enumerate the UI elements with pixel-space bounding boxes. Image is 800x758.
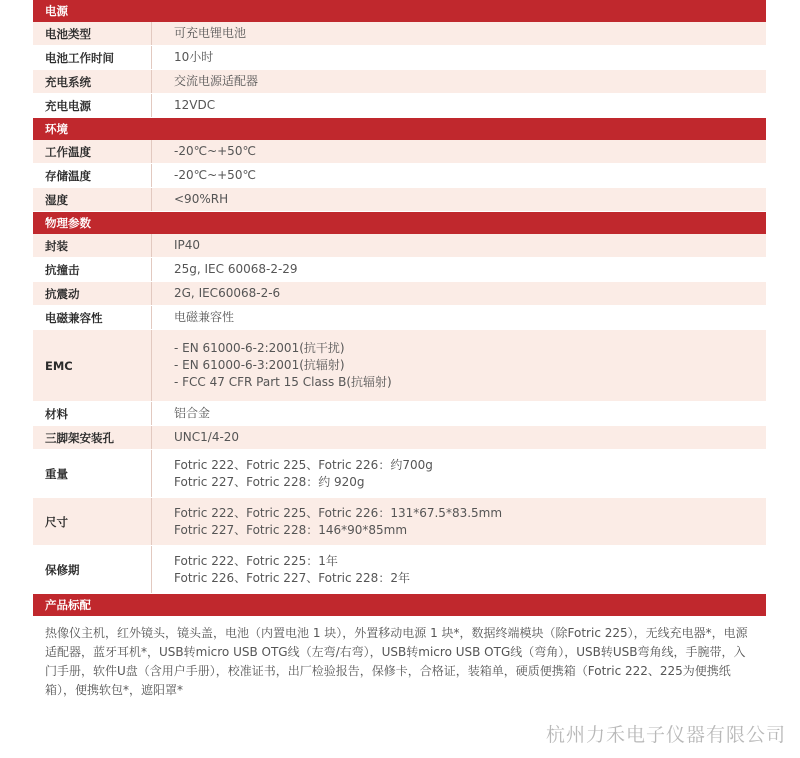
spec-key: 抗撞击: [33, 258, 152, 281]
spec-key: 充电系统: [33, 70, 152, 93]
weight-line: Fotric 222、Fotric 225、Fotric 226：约700g: [174, 457, 433, 472]
weight-line: Fotric 227、Fotric 228：约 920g: [174, 474, 365, 489]
spec-row-warranty: [33, 546, 766, 594]
spec-row: [33, 140, 766, 164]
spec-value: 电磁兼容性: [174, 310, 235, 324]
spec-row: [33, 282, 766, 306]
spec-row: [33, 258, 766, 282]
spec-row: [33, 188, 766, 212]
emc-line: - FCC 47 CFR Part 15 Class B(抗辐射): [174, 375, 392, 389]
spec-key: 封装: [33, 234, 152, 257]
size-line: Fotric 227、Fotric 228：146*90*85mm: [174, 522, 408, 537]
warranty-line: Fotric 226、Fotric 227、Fotric 228：2年: [174, 570, 410, 585]
spec-value: 铝合金: [174, 406, 211, 420]
spec-value: 12VDC: [174, 98, 216, 112]
spec-value: 10小时: [174, 50, 214, 64]
spec-row: [33, 22, 766, 46]
spec-key: 存储温度: [33, 164, 152, 187]
spec-row: [33, 402, 766, 426]
spec-row: [33, 426, 766, 450]
company-name: 杭州力禾电子仪器有限公司: [545, 724, 786, 746]
spec-row: [33, 234, 766, 258]
spec-row: [33, 306, 766, 330]
spec-value: -20℃~+50℃: [174, 168, 256, 182]
spec-key: 抗震动: [33, 282, 152, 305]
spec-key: 电磁兼容性: [33, 306, 152, 329]
spec-value: 25g, IEC 60068-2-29: [174, 262, 298, 276]
spec-value: <90%RH: [174, 192, 229, 206]
spec-value: UNC1/4-20: [174, 430, 240, 444]
section-header-power: 电源: [33, 0, 766, 22]
spec-value-multiline: [152, 450, 766, 497]
spec-value: IP40: [174, 238, 201, 252]
spec-row-size: [33, 498, 766, 546]
spec-row: [33, 164, 766, 188]
spec-key: EMC: [33, 330, 152, 401]
warranty-line: Fotric 222、Fotric 225：1年: [174, 553, 338, 568]
spec-row-weight: [33, 450, 766, 498]
spec-key: 重量: [33, 450, 152, 497]
emc-line: - EN 61000-6-2:2001(抗干扰): [174, 341, 345, 355]
spec-key: 保修期: [33, 546, 152, 593]
spec-row: [33, 46, 766, 70]
package-contents-text: 热像仪主机，红外镜头，镜头盖，电池（内置电池 1 块），外置移动电源 1 块*，数据终端模块（除Fotric 225），无线充电器*，电源适配器，蓝牙耳机*，USB转micro USB OTG线（左弯/右弯），USB转micro USB OTG线（弯角），USB转USB弯角线，手腕带，入门手册，软件U盘（含用户手册），校准证书，出厂检验报告，保修卡，合格证，装箱单，硬质便携箱（Fotric 222、225为便携纸箱），便携软包*，遮阳罩*: [45, 626, 748, 697]
spec-key: 电池类型: [33, 22, 152, 45]
spec-key: 工作温度: [33, 140, 152, 163]
section-header-package: 产品标配: [33, 594, 766, 616]
spec-key: 电池工作时间: [33, 46, 152, 69]
spec-key: 湿度: [33, 188, 152, 211]
spec-value: 2G, IEC60068-2-6: [174, 286, 281, 300]
spec-sheet: [33, 0, 766, 705]
emc-line: - EN 61000-6-3:2001(抗辐射): [174, 358, 345, 372]
spec-key: 充电电源: [33, 94, 152, 117]
spec-row: [33, 94, 766, 118]
size-line: Fotric 222、Fotric 225、Fotric 226：131*67.5*83.5mm: [174, 505, 503, 520]
spec-value: -20℃~+50℃: [174, 144, 256, 158]
spec-row-emc: [33, 330, 766, 402]
section-header-physical: 物理参数: [33, 212, 766, 234]
spec-key: 材料: [33, 402, 152, 425]
section-header-environment: 环境: [33, 118, 766, 140]
spec-value-multiline: [152, 498, 766, 545]
spec-value: 可充电锂电池: [174, 26, 247, 40]
spec-key: 三脚架安装孔: [33, 426, 152, 449]
spec-key: 尺寸: [33, 498, 152, 545]
spec-value-multiline: [152, 546, 766, 593]
spec-value-multiline: [152, 330, 766, 401]
spec-value: 交流电源适配器: [174, 74, 259, 88]
spec-row: [33, 70, 766, 94]
